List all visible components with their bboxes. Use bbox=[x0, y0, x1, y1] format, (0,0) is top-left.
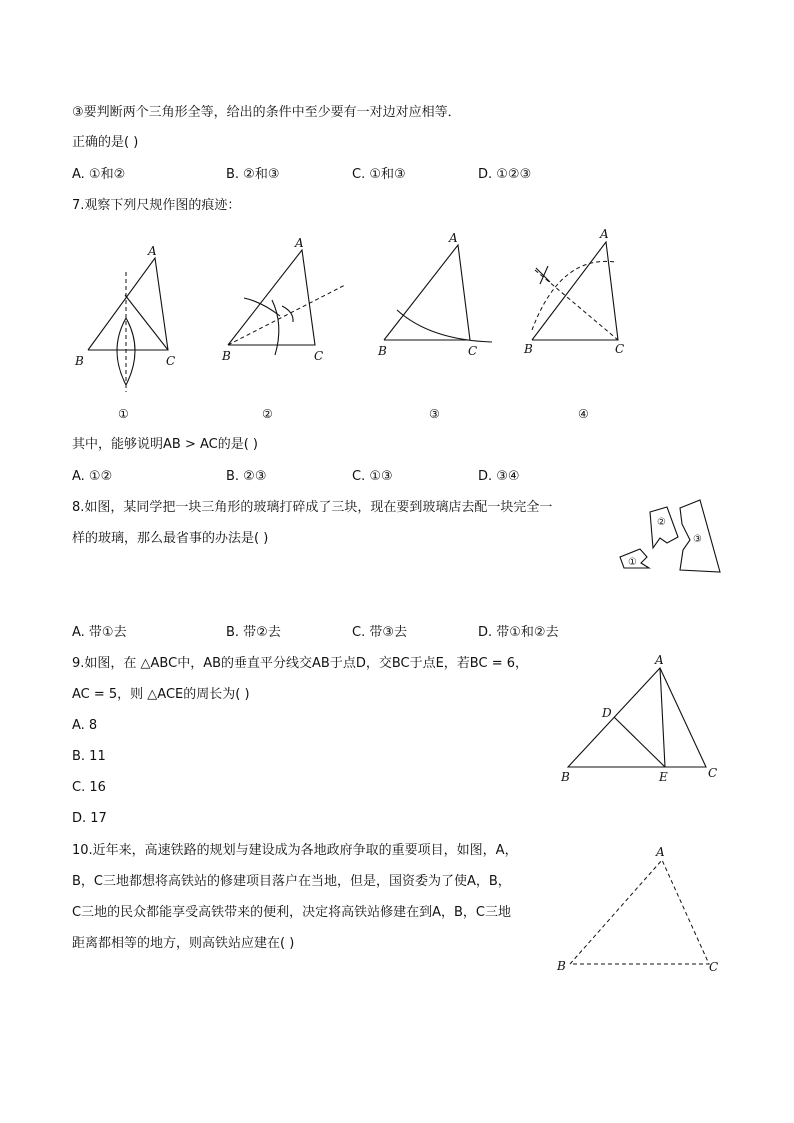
q9-label-B: B bbox=[561, 770, 570, 784]
q7-fig3-label-B: B bbox=[378, 344, 387, 358]
q8-option-a[interactable]: A. 带①去 bbox=[72, 625, 127, 640]
q10-text-3: C三地的民众都能享受高铁带来的便利，决定将高铁站修建在到A，B，C三地 bbox=[72, 905, 511, 920]
q10-text-2: B，C三地都想将高铁站的修建项目落户在当地，但是，国资委为了使A，B， bbox=[72, 874, 511, 889]
q6-option-b[interactable]: B. ②和③ bbox=[226, 167, 280, 182]
q7-fig4-label-A: A bbox=[600, 227, 609, 241]
q8-text-2: 样的玻璃，那么最省事的办法是( ) bbox=[72, 531, 269, 546]
q7-fig1-label-A: A bbox=[148, 244, 157, 258]
q7-fig3-number: ③ bbox=[429, 407, 440, 421]
q7-option-c[interactable]: C. ①③ bbox=[352, 469, 393, 484]
q7-prompt: 其中，能够说明AB > AC的是( ) bbox=[72, 437, 258, 452]
q7-fig1-label-C: C bbox=[166, 354, 176, 368]
q6-option-c[interactable]: C. ①和③ bbox=[352, 167, 406, 182]
q8-option-d[interactable]: D. 带①和②去 bbox=[478, 625, 559, 640]
q10-label-B: B bbox=[557, 959, 566, 973]
q9-label-E: E bbox=[659, 770, 668, 784]
q8-text-1: 8.如图，某同学把一块三角形的玻璃打碎成了三块，现在要到玻璃店去配一块完全一 bbox=[72, 500, 553, 515]
q9-option-d[interactable]: D. 17 bbox=[72, 811, 107, 826]
q8-piece-1-label: ① bbox=[628, 557, 637, 568]
q7-fig4-label-C: C bbox=[615, 342, 625, 356]
q7-fig2-label-A: A bbox=[295, 236, 304, 250]
q9-text-2: AC = 5，则 △ACE的周长为( ) bbox=[72, 687, 250, 702]
q9-option-a[interactable]: A. 8 bbox=[72, 718, 98, 733]
q8-piece-2-label: ② bbox=[657, 517, 666, 528]
q10-label-C: C bbox=[709, 960, 719, 974]
q7-fig3-label-A: A bbox=[449, 231, 458, 245]
q8-option-c[interactable]: C. 带③去 bbox=[352, 625, 407, 640]
q7-fig2-label-B: B bbox=[222, 349, 231, 363]
q9-label-A: A bbox=[655, 653, 664, 667]
q7-fig4-number: ④ bbox=[578, 407, 589, 421]
q7-fig3-label-C: C bbox=[468, 344, 478, 358]
q10-label-A: A bbox=[656, 845, 665, 859]
q7-fig4-label-B: B bbox=[524, 342, 533, 356]
q7-option-a[interactable]: A. ①② bbox=[72, 469, 113, 484]
q9-option-c[interactable]: C. 16 bbox=[72, 780, 106, 795]
q7-fig2-label-C: C bbox=[314, 349, 324, 363]
q9-text-1: 9.如图，在 △ABC中，AB的垂直平分线交AB于点D，交BC于点E，若BC = 6， bbox=[72, 656, 529, 671]
q7-option-b[interactable]: B. ②③ bbox=[226, 469, 267, 484]
q8-option-b[interactable]: B. 带②去 bbox=[226, 625, 281, 640]
q10-text-4: 距离都相等的地方，则高铁站应建在( ) bbox=[72, 936, 295, 951]
q9-label-C: C bbox=[708, 766, 718, 780]
q6-option-d[interactable]: D. ①②③ bbox=[478, 167, 532, 182]
q9-label-D: D bbox=[602, 706, 612, 720]
q6-option-a[interactable]: A. ①和② bbox=[72, 167, 126, 182]
q7-fig2-number: ② bbox=[262, 407, 273, 421]
q10-text-1: 10.近年来，高速铁路的规划与建设成为各地政府争取的重要项目，如图，A， bbox=[72, 843, 518, 858]
q7-option-d[interactable]: D. ③④ bbox=[478, 469, 520, 484]
q8-piece-3-label: ③ bbox=[693, 534, 702, 545]
q7-fig1-number: ① bbox=[118, 407, 129, 421]
q9-option-b[interactable]: B. 11 bbox=[72, 749, 106, 764]
q7-title: 7.观察下列尺规作图的痕迹： bbox=[72, 198, 241, 213]
q6-prompt: 正确的是( ) bbox=[72, 135, 139, 150]
q6-statement-3: ③要判断两个三角形全等，给出的条件中至少要有一对边对应相等． bbox=[72, 105, 461, 120]
q7-fig1-label-B: B bbox=[75, 354, 84, 368]
